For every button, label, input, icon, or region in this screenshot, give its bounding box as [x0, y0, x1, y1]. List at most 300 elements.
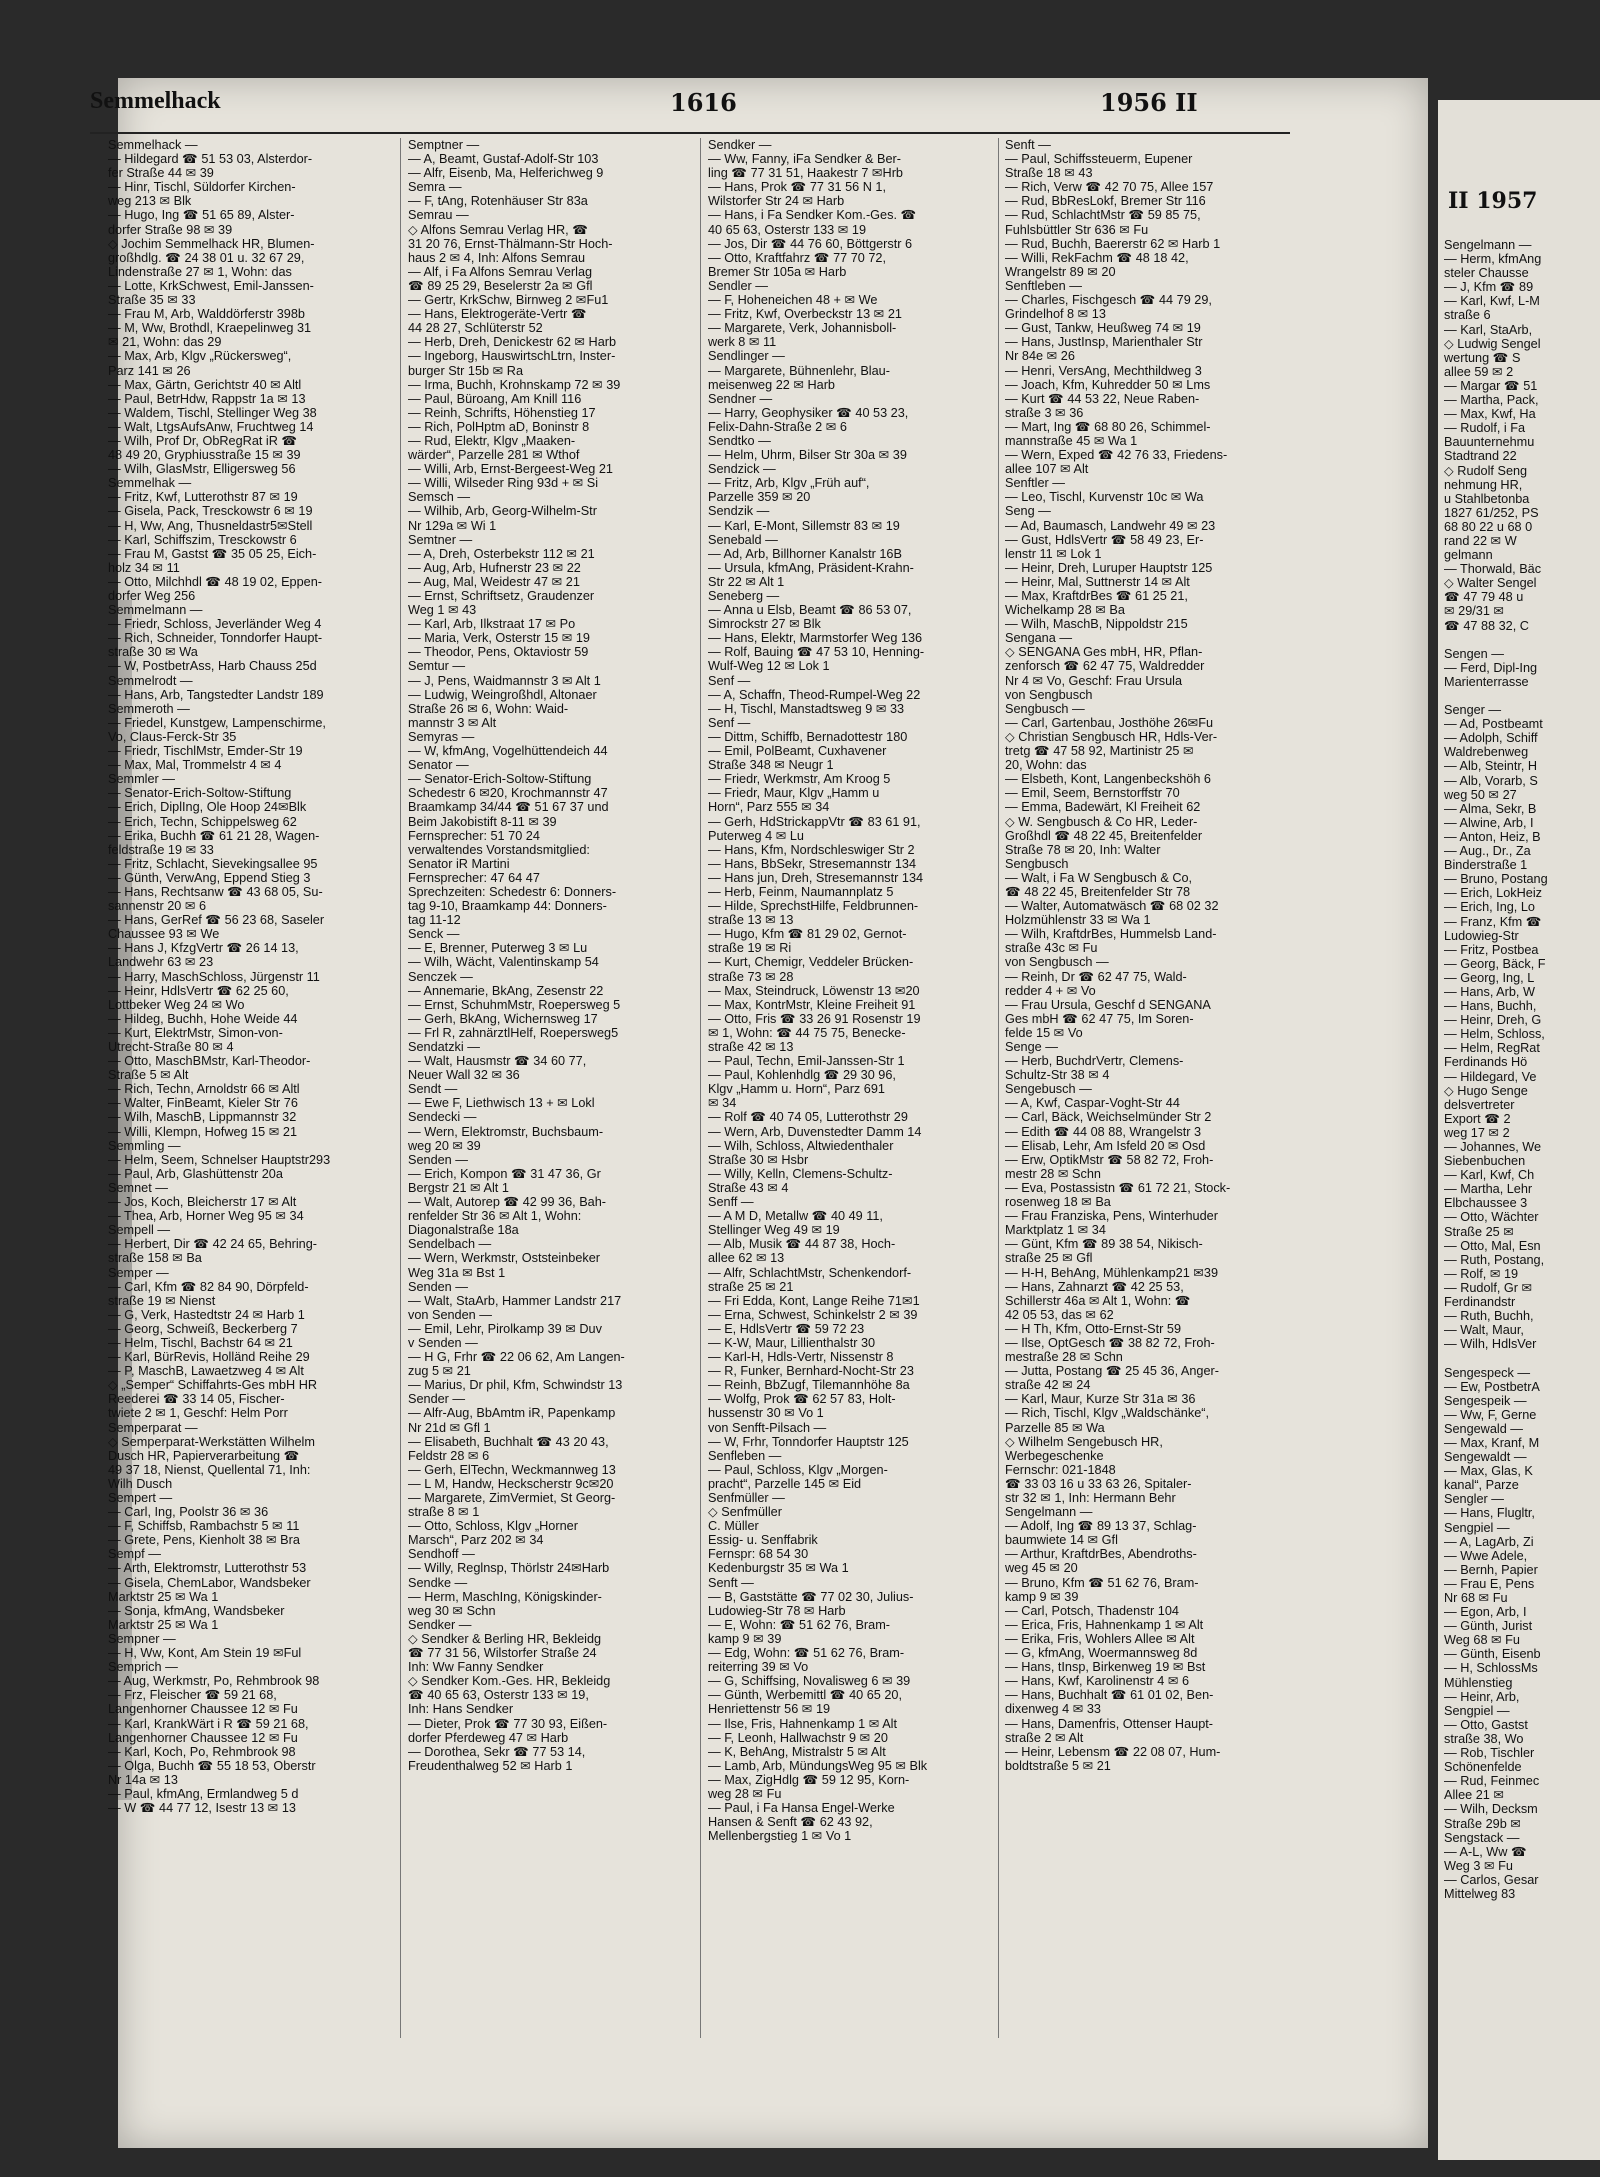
- directory-entry-line: Inh: Ww Fanny Sendker: [408, 1660, 544, 1675]
- directory-entry-line: Elbchaussee 3: [1444, 1196, 1528, 1211]
- directory-entry-line: wertung ☎ S: [1444, 350, 1521, 365]
- directory-entry-line: Senfleben —: [708, 1448, 782, 1463]
- directory-entry-line: — Max, Mal, Trommelstr 4 ✉ 4: [108, 758, 282, 773]
- directory-entry-line: ✉ 34: [708, 1096, 737, 1111]
- directory-entry-line: Straße 29b ✉: [1444, 1816, 1521, 1831]
- directory-entry-line: — Wilh, KraftdrBes, Hummelsb Land-: [1005, 927, 1217, 942]
- directory-entry-line: — Emil, Seem, Bernstorffstr 70: [1005, 786, 1180, 801]
- directory-entry-line: — Hans, Buchh,: [1444, 999, 1537, 1014]
- directory-entry-line: — Joach, Kfm, Kuhredder 50 ✉ Lms: [1005, 377, 1211, 392]
- directory-entry-line: — K, BehAng, Mistralstr 5 ✉ Alt: [708, 1744, 886, 1759]
- directory-entry-line: Semtner —: [408, 532, 473, 547]
- directory-entry-line: Straße 348 ✉ Neugr 1: [708, 758, 834, 773]
- directory-entry-line: von Sengbusch —: [1005, 955, 1109, 970]
- directory-entry-line: — Ruth, Buchh,: [1444, 1309, 1534, 1324]
- directory-entry-line: 48 49 20, Gryphiusstraße 15 ✉ 39: [108, 448, 301, 463]
- directory-entry-line: — Friedr, Schloss, Jeverländer Weg 4: [108, 617, 322, 632]
- directory-entry-line: — Friedr, Maur, Klgv „Hamm u: [708, 786, 880, 801]
- directory-entry-line: von Sengbusch: [1005, 687, 1093, 702]
- directory-entry-line: Nr 84e ✉ 26: [1005, 349, 1075, 364]
- directory-entry-line: ◇ „Semper“ Schiffahrts-Ges mbH HR: [108, 1378, 318, 1393]
- directory-entry-line: steler Chausse: [1444, 266, 1529, 281]
- directory-entry-line: — Sonja, kfmAng, Wandsbeker: [108, 1603, 285, 1618]
- directory-entry-line: straße 158 ✉ Ba: [108, 1251, 202, 1266]
- directory-entry-line: — Frau M, Gastst ☎ 35 05 25, Eich-: [108, 546, 317, 561]
- directory-entry-line: — Arth, Elektromstr, Lutterothstr 53: [108, 1561, 307, 1576]
- directory-entry-line: Parzelle 85 ✉ Wa: [1005, 1420, 1105, 1435]
- directory-entry-line: ◇ Sendker & Berling HR, Bekleidg: [408, 1631, 602, 1646]
- directory-entry-line: Ferdinands Hö: [1444, 1055, 1528, 1070]
- directory-entry-line: — Hans, Elektr, Marmstorfer Weg 136: [708, 631, 923, 646]
- directory-entry-line: Inh: Hans Sendker: [408, 1702, 514, 1717]
- directory-entry-line: — A, Kwf, Caspar-Voght-Str 44: [1005, 1096, 1180, 1111]
- directory-entry-line: — Kurt, Chemigr, Veddeler Brücken-: [708, 955, 914, 970]
- directory-entry-line: — Aug, Mal, Weidestr 47 ✉ 21: [408, 574, 580, 589]
- directory-entry-line: — Walter, Automatwäsch ☎ 68 02 32: [1005, 899, 1219, 914]
- directory-entry-line: Sprechzeiten: Schedestr 6: Donners-: [408, 884, 617, 899]
- directory-entry-line: Seng —: [1005, 504, 1051, 519]
- directory-entry-line: — Georg, Ing, L: [1444, 970, 1535, 985]
- directory-entry-line: — A, Schaffn, Theod-Rumpel-Weg 22: [708, 687, 921, 702]
- directory-entry-line: — Helm, Tischl, Bachstr 64 ✉ 21: [108, 1335, 293, 1350]
- directory-entry-line: — A M D, Metallw ☎ 40 49 11,: [708, 1209, 883, 1224]
- directory-entry-line: — Günth, Werbemittl ☎ 40 65 20,: [708, 1688, 902, 1703]
- directory-entry-line: Senft —: [708, 1575, 754, 1590]
- directory-entry-line: Sendhoff —: [408, 1547, 475, 1562]
- directory-entry-line: straße 30 ✉ Wa: [108, 645, 198, 660]
- directory-entry-line: — Gerh, BkAng, Wichernsweg 17: [408, 1011, 598, 1026]
- directory-entry-line: Sendecki —: [408, 1110, 477, 1125]
- directory-entry-line: weg 50 ✉ 27: [1444, 787, 1517, 802]
- directory-entry-line: — Gerh, HdStrickappVtr ☎ 83 61 91,: [708, 814, 921, 829]
- directory-entry-line: u Stahlbetonba: [1444, 491, 1530, 506]
- directory-entry-line: Klgv „Hamm u. Horn“, Parz 691: [708, 1082, 885, 1097]
- directory-entry-line: Semtur —: [408, 659, 466, 674]
- directory-entry-line: Sempert —: [108, 1491, 173, 1505]
- directory-entry-line: — Max, KraftdrBes ☎ 61 25 21,: [1005, 589, 1188, 603]
- directory-entry-line: Straße 43 ✉ 4: [708, 1180, 789, 1195]
- directory-entry-line: Parz 141 ✉ 26: [108, 363, 191, 378]
- directory-entry-line: — Friedr, Werkmstr, Am Kroog 5: [708, 772, 891, 787]
- directory-entry-line: straße 6: [1444, 308, 1491, 323]
- directory-entry-line: — Rich, PolHptm aD, Boninstr 8: [408, 419, 590, 434]
- directory-entry-line: — Ingeborg, HauswirtschLtrn, Inster-: [408, 349, 616, 364]
- directory-entry-line: Puterweg 4 ✉ Lu: [708, 828, 804, 843]
- directory-entry-line: — Herbert, Dir ☎ 42 24 65, Behring-: [108, 1237, 318, 1252]
- directory-entry-line: — H, Tischl, Manstadtsweg 9 ✉ 33: [708, 701, 905, 716]
- directory-entry-line: — W, Frhr, Tonndorfer Hauptstr 125: [708, 1434, 909, 1449]
- directory-entry-line: — Carlos, Gesar: [1444, 1872, 1539, 1887]
- directory-entry-line: — Fritz, Schlacht, Sievekingsallee 95: [108, 856, 318, 871]
- directory-entry-line: — Hugo, Kfm ☎ 81 29 02, Gernot-: [708, 927, 907, 942]
- directory-entry-line: — Herb, Feinm, Naumannplatz 5: [708, 884, 894, 899]
- directory-entry-line: allee 107 ✉ Alt: [1005, 462, 1089, 477]
- directory-entry-line: — Rolf, Bauing ☎ 47 53 10, Henning-: [708, 645, 925, 660]
- directory-entry-line: — Wern, Arb, Duvenstedter Damm 14: [708, 1124, 922, 1139]
- directory-entry-line: — Maria, Verk, Osterstr 15 ✉ 19: [408, 631, 590, 646]
- directory-entry-line: — Hans, Prok ☎ 77 31 56 N 1,: [708, 180, 887, 195]
- directory-entry-line: Schönenfelde: [1444, 1760, 1522, 1775]
- directory-entry-line: Hansen & Senft ☎ 62 43 92,: [708, 1815, 873, 1830]
- directory-entry-line: Fuhlsbüttler Str 636 ✉ Fu: [1005, 222, 1149, 237]
- directory-entry-line: — Wilh, GlasMstr, Elligersweg 56: [108, 462, 296, 477]
- header-rule: [90, 132, 1290, 134]
- directory-entry-line: von Senden —: [408, 1307, 492, 1322]
- directory-entry-line: — Hans, Flugltr,: [1444, 1506, 1535, 1521]
- directory-entry-line: — Ferd, Dipl-Ing: [1444, 660, 1538, 675]
- directory-entry-line: redder 4 + ✉ Vo: [1005, 983, 1096, 998]
- directory-entry-line: — Max, Glas, K: [1444, 1464, 1533, 1479]
- directory-entry-line: straße 25 ✉ Gfl: [1005, 1251, 1093, 1266]
- directory-entry-line: — Thea, Arb, Horner Weg 95 ✉ 34: [108, 1209, 304, 1224]
- directory-entry-line: — Egon, Arb, I: [1444, 1605, 1527, 1620]
- directory-entry-line: ☎ 47 79 48 u: [1444, 590, 1524, 605]
- directory-entry-line: — H, Ww, Ang, Thusneldastr5✉Stell: [108, 518, 313, 533]
- directory-entry-line: — Irma, Buchh, Krohnskamp 72 ✉ 39: [408, 377, 621, 392]
- directory-entry-line: 49 37 18, Nienst, Quellental 71, Inh:: [108, 1462, 311, 1477]
- directory-entry-line: — Paul, i Fa Hansa Engel-Werke: [708, 1801, 895, 1816]
- directory-entry-line: — Paul, Kohlenhdlg ☎ 29 30 96,: [708, 1068, 896, 1083]
- directory-entry-line: — Hans, Buchhalt ☎ 61 01 02, Ben-: [1005, 1688, 1214, 1703]
- directory-entry-line: — H-H, BehAng, Mühlenkamp21 ✉39: [1005, 1265, 1219, 1280]
- directory-entry-line: — Karl-H, Hdls-Vertr, Nissenstr 8: [708, 1350, 894, 1365]
- directory-entry-line: — Herb, BuchdrVertr, Clemens-: [1005, 1054, 1184, 1069]
- directory-entry-line: Sengstack —: [1444, 1830, 1520, 1845]
- directory-entry-line: Braamkamp 34/44 ☎ 51 67 37 und: [408, 800, 609, 815]
- directory-entry-line: — Herm, MaschIng, Königskinder-: [408, 1589, 602, 1604]
- directory-entry-line: — Rud, Buchh, Baererstr 62 ✉ Harb 1: [1005, 236, 1221, 251]
- directory-entry-line: großhdlg. ☎ 24 38 01 u. 32 67 29,: [108, 250, 305, 265]
- directory-entry-line: — Günt, Kfm ☎ 89 38 54, Nikisch-: [1005, 1237, 1203, 1252]
- directory-entry-line: feldstraße 19 ✉ 33: [108, 842, 214, 857]
- directory-entry-line: Marsch“, Parz 202 ✉ 34: [408, 1533, 544, 1548]
- directory-entry-line: twiete 2 ✉ 1, Geschf: Helm Porr: [108, 1406, 288, 1421]
- directory-entry-line: — Aug, Arb, Hufnerstr 23 ✉ 22: [408, 560, 581, 575]
- directory-entry-line: — H, SchlossMs: [1444, 1661, 1538, 1676]
- directory-entry-line: — Hans, Damenfris, Ottenser Haupt-: [1005, 1716, 1214, 1731]
- directory-entry-line: — Alf, i Fa Alfons Semrau Verlag: [408, 264, 593, 279]
- directory-entry-line: — Friedel, Kunstgew, Lampenschirme,: [108, 715, 326, 730]
- directory-entry-line: — Rudolf, Gr ✉: [1444, 1280, 1533, 1295]
- directory-entry-line: [1444, 1351, 1600, 1365]
- directory-entry-line: Feldstr 28 ✉ 6: [408, 1448, 490, 1463]
- directory-entry-line: — L M, Handw, Heckscherstr 9c✉20: [408, 1476, 614, 1491]
- directory-entry-line: Sengebusch —: [1005, 1082, 1092, 1097]
- directory-entry-line: — Ad, Baumasch, Landwehr 49 ✉ 23: [1005, 518, 1216, 533]
- directory-entry-line: straße 42 ✉ 13: [708, 1040, 794, 1054]
- directory-entry-line: — Paul, BetrHdw, Rappstr 1a ✉ 13: [108, 391, 306, 406]
- directory-entry-line: Sendlinger —: [708, 349, 785, 364]
- directory-entry-line: Lottbeker Weg 24 ✉ Wo: [108, 997, 245, 1012]
- directory-entry-line: — Otto, Wächter: [1444, 1210, 1539, 1225]
- directory-entry-line: — Arthur, KraftdrBes, Abendroths-: [1005, 1547, 1197, 1562]
- column-3: [708, 138, 998, 1843]
- directory-entry-line: lenstr 11 ✉ Lok 1: [1005, 546, 1102, 561]
- directory-entry-line: straße 38, Wo: [1444, 1731, 1524, 1746]
- directory-entry-line: Sengpiel —: [1444, 1703, 1510, 1718]
- directory-entry-line: weg 17 ✉ 2: [1444, 1125, 1510, 1140]
- directory-entry-line: — Karl, Koch, Po, Rehmbrook 98: [108, 1744, 296, 1759]
- directory-entry-line: straße 19 ✉ Ri: [708, 941, 792, 956]
- directory-entry-line: Sendner —: [708, 391, 773, 406]
- directory-entry-line: — Margarete, ZimVermiet, St Georg-: [408, 1491, 616, 1505]
- directory-entry-line: — Otto, MaschBMstr, Karl-Theodor-: [108, 1054, 311, 1069]
- directory-entry-line: Straße 30 ✉ Hsbr: [708, 1152, 809, 1167]
- directory-entry-line: Beim Jakobistift 8-11 ✉ 39: [408, 814, 557, 829]
- directory-entry-line: Sengler —: [1444, 1492, 1504, 1507]
- directory-entry-line: — Edith ☎ 44 08 88, Wrangelstr 3: [1005, 1124, 1202, 1139]
- directory-entry-line: — Max, Kranf, M: [1444, 1435, 1540, 1450]
- directory-entry-line: — Rolf, ✉ 19: [1444, 1266, 1519, 1281]
- directory-entry-line: — Hugo, Ing ☎ 51 65 89, Alster-: [108, 208, 295, 223]
- directory-entry-line: — Carl, Ing, Poolstr 36 ✉ 36: [108, 1505, 269, 1520]
- directory-entry-line: Senf —: [708, 673, 751, 688]
- directory-entry-line: mannstraße 45 ✉ Wa 1: [1005, 433, 1138, 448]
- directory-entry-line: — Gisela, Pack, Tresckowstr 6 ✉ 19: [108, 504, 313, 519]
- directory-entry-line: Sengelmann —: [1444, 238, 1532, 252]
- directory-entry-line: Semprich —: [108, 1660, 178, 1675]
- directory-entry-line: Sempner —: [108, 1631, 176, 1646]
- directory-entry-line: Senebald —: [708, 532, 778, 547]
- directory-entry-line: Weg 68 ✉ Fu: [1444, 1633, 1520, 1648]
- directory-entry-line: Sendelbach —: [408, 1237, 492, 1252]
- directory-entry-line: — Thorwald, Bäc: [1444, 562, 1542, 577]
- directory-entry-line: — Frz, Fleischer ☎ 59 21 68,: [108, 1688, 277, 1703]
- directory-entry-line: — Wolfg, Prok ☎ 62 57 83, Holt-: [708, 1392, 896, 1407]
- directory-entry-line: — Johannes, We: [1444, 1140, 1542, 1154]
- directory-entry-line: — W ☎ 44 77 12, Isestr 13 ✉ 13: [108, 1801, 296, 1816]
- directory-entry-line: — Gust, HdlsVertr ☎ 58 49 23, Er-: [1005, 532, 1204, 547]
- directory-entry-line: felde 15 ✉ Vo: [1005, 1025, 1083, 1040]
- directory-entry-line: Semper —: [108, 1265, 169, 1280]
- directory-entry-line: — Helm, Seem, Schnelser Hauptstr293: [108, 1152, 331, 1167]
- directory-entry-line: — H Th, Kfm, Otto-Ernst-Str 59: [1005, 1321, 1182, 1336]
- directory-entry-line: dixenweg 4 ✉ 33: [1005, 1702, 1101, 1717]
- directory-entry-line: — Wwe Adele,: [1444, 1548, 1528, 1563]
- directory-entry-line: — Otto, Schloss, Klgv „Horner: [408, 1519, 578, 1534]
- directory-entry-line: — Dorothea, Sekr ☎ 77 53 14,: [408, 1744, 586, 1759]
- directory-entry-line: Semptner —: [408, 138, 480, 152]
- directory-entry-line: — Hildeg, Buchh, Hohe Weide 44: [108, 1011, 298, 1026]
- directory-entry-line: Weg 31a ✉ Bst 1: [408, 1265, 506, 1280]
- directory-entry-line: — Erich, DiplIng, Ole Hoop 24✉Blk: [108, 800, 307, 815]
- directory-entry-line: ☎ 33 03 16 u 33 63 26, Spitaler-: [1005, 1476, 1192, 1491]
- directory-entry-line: — G, Verk, Hastedtstr 24 ✉ Harb 1: [108, 1307, 305, 1322]
- directory-entry-line: kanal“, Parze: [1444, 1478, 1519, 1493]
- directory-entry-line: — Rob, Tischler: [1444, 1746, 1535, 1761]
- directory-entry-line: Sempell —: [108, 1223, 171, 1238]
- directory-entry-line: Semmelhack —: [108, 138, 198, 152]
- directory-entry-line: Semyras —: [408, 729, 475, 744]
- directory-entry-line: dorfer Straße 98 ✉ 39: [108, 222, 233, 237]
- directory-entry-line: Sendzik —: [708, 504, 770, 519]
- directory-entry-line: nehmung HR,: [1444, 477, 1523, 492]
- directory-entry-line: Senfmüller —: [708, 1491, 785, 1505]
- directory-entry-line: — Wern, Werkmstr, Oststeinbeker: [408, 1251, 601, 1266]
- directory-entry-line: — Georg, Schweiß, Beckerberg 7: [108, 1321, 298, 1336]
- directory-entry-line: — Erw, OptikMstr ☎ 58 82 72, Froh-: [1005, 1152, 1214, 1167]
- directory-entry-line: — Rud, BbResLokf, Bremer Str 116: [1005, 194, 1206, 209]
- directory-entry-line: Senge —: [1005, 1040, 1058, 1054]
- directory-entry-line: — Rud, SchlachtMstr ☎ 59 85 75,: [1005, 208, 1201, 223]
- directory-entry-line: holz 34 ✉ 11: [108, 560, 180, 575]
- directory-entry-line: — P, MaschB, Lawaetzweg 4 ✉ Alt: [108, 1364, 304, 1379]
- directory-entry-line: — Hans, Rechtsanw ☎ 43 68 05, Su-: [108, 884, 323, 899]
- directory-entry-line: ling ☎ 77 31 51, Haakestr 7 ✉Hrb: [708, 166, 903, 181]
- directory-entry-line: — Hans, GerRef ☎ 56 23 68, Saseler: [108, 913, 325, 928]
- directory-entry-line: — Franz, Kfm ☎: [1444, 914, 1542, 929]
- directory-entry-line: Senf —: [708, 715, 751, 730]
- directory-entry-line: — Reinh, Dr ☎ 62 47 75, Wald-: [1005, 969, 1187, 984]
- directory-entry-line: — Paul, Büroang, Am Knill 116: [408, 391, 582, 406]
- directory-entry-line: — Alwine, Arb, I: [1444, 815, 1534, 830]
- directory-entry-line: baumwiete 14 ✉ Gfl: [1005, 1533, 1118, 1548]
- directory-entry-line: ✉ 29/31 ✉: [1444, 604, 1505, 619]
- directory-entry-line: — Wilh, Prof Dr, ObRegRat iR ☎: [108, 433, 298, 448]
- directory-entry-line: Semsch —: [408, 490, 471, 505]
- directory-entry-line: — Günth, Jurist: [1444, 1619, 1533, 1634]
- directory-entry-line: — Max, Steindruck, Löwenstr 13 ✉20: [708, 983, 920, 998]
- directory-entry-line: Langenhorner Chaussee 12 ✉ Fu: [108, 1730, 298, 1745]
- directory-entry-line: Werbegeschenke: [1005, 1448, 1104, 1463]
- directory-entry-line: — Ursula, kfmAng, Präsident-Krahn-: [708, 560, 914, 575]
- directory-entry-line: Sengewald —: [1444, 1421, 1523, 1436]
- directory-entry-line: — Max, Arb, Klgv „Rückersweg“,: [108, 349, 292, 364]
- directory-entry-line: — G, Schiffsing, Novalisweg 6 ✉ 39: [708, 1674, 911, 1689]
- directory-entry-line: von Senfft-Pilsach —: [708, 1420, 827, 1435]
- directory-entry-line: — Rich, Schneider, Tonndorfer Haupt-: [108, 631, 323, 646]
- directory-entry-line: tag 9-10, Braamkamp 44: Donners-: [408, 899, 607, 914]
- directory-entry-line: Mellenbergstieg 1 ✉ Vo 1: [708, 1829, 852, 1844]
- directory-entry-line: — Fritz, Arb, Klgv „Früh auf“,: [708, 476, 870, 491]
- directory-entry-line: — Hans, BbSekr, Stresemannstr 134: [708, 856, 917, 871]
- directory-entry-line: Senftler —: [1005, 476, 1065, 491]
- directory-entry-line: Wilh Dusch: [108, 1476, 173, 1491]
- directory-entry-line: — Hans, i Fa Sendker Kom.-Ges. ☎: [708, 208, 917, 223]
- directory-entry-line: Nr 14a ✉ 13: [108, 1772, 178, 1787]
- directory-entry-line: Sendke —: [408, 1575, 468, 1590]
- directory-entry-line: — Elisab, Lehr, Am Isfeld 20 ✉ Osd: [1005, 1138, 1206, 1153]
- directory-entry-line: — Frau M, Arb, Walddörferstr 398b: [108, 307, 305, 322]
- directory-entry-line: Sempf —: [108, 1547, 161, 1562]
- adjacent-page-header: II 1957: [1448, 188, 1538, 214]
- column-divider: [700, 138, 701, 2038]
- directory-entry-line: — Margarete, Verk, Johannisboll-: [708, 321, 897, 336]
- directory-entry-line: — Karl, Arb, Ilkstraat 17 ✉ Po: [408, 617, 576, 632]
- directory-entry-line: Stellinger Weg 49 ✉ 19: [708, 1223, 840, 1238]
- directory-entry-line: — M, Ww, Brothdl, Kraepelinweg 31: [108, 321, 312, 336]
- directory-entry-line: ◇ Senfmüller: [708, 1505, 782, 1520]
- directory-entry-line: — Hildegard, Ve: [1444, 1069, 1537, 1084]
- directory-entry-line: Wilstorfer Str 24 ✉ Harb: [708, 194, 845, 209]
- directory-entry-line: Senck —: [408, 927, 460, 942]
- directory-entry-line: Chaussee 93 ✉ We: [108, 927, 220, 942]
- directory-entry-line: — Gust, Tankw, Heußweg 74 ✉ 19: [1005, 321, 1201, 336]
- directory-entry-line: — Wern, Exped ☎ 42 76 33, Friedens-: [1005, 448, 1228, 463]
- directory-entry-line: — Günth, Eisenb: [1444, 1647, 1541, 1662]
- directory-entry-line: ◇ Alfons Semrau Verlag HR, ☎: [408, 222, 588, 237]
- directory-entry-line: Sengpiel —: [1444, 1520, 1510, 1535]
- directory-entry-line: Senden —: [408, 1279, 468, 1294]
- directory-entry-line: — Walt, LtgsAufsAnw, Fruchtweg 14: [108, 419, 314, 434]
- directory-entry-line: ◇ Semperparat-Werkstätten Wilhelm: [108, 1434, 315, 1449]
- directory-entry-line: Freudenthalweg 52 ✉ Harb 1: [408, 1758, 573, 1773]
- directory-entry-line: Allee 21 ✉: [1444, 1788, 1505, 1803]
- directory-entry-line: Langenhorner Chaussee 12 ✉ Fu: [108, 1702, 298, 1717]
- directory-entry-line: — Hans jun, Dreh, Stresemannstr 134: [708, 870, 924, 885]
- directory-entry-line: Sengana —: [1005, 631, 1073, 646]
- directory-entry-line: Simrockstr 27 ✉ Blk: [708, 617, 821, 632]
- directory-entry-line: — Kurt ☎ 44 53 22, Neue Raben-: [1005, 391, 1200, 406]
- directory-entry-line: — Fritz, Kwf, Overbeckstr 13 ✉ 21: [708, 307, 902, 322]
- directory-entry-line: — A, LagArb, Zi: [1444, 1534, 1534, 1549]
- directory-entry-line: — Alb, Steintr, H: [1444, 759, 1538, 774]
- directory-entry-line: Seneberg —: [708, 589, 780, 603]
- directory-entry-line: Sendt —: [408, 1082, 458, 1097]
- directory-entry-line: Parzelle 359 ✉ 20: [708, 490, 811, 505]
- directory-entry-line: — Grete, Pens, Kienholt 38 ✉ Bra: [108, 1533, 300, 1548]
- directory-entry-line: — Georg, Bäck, F: [1444, 956, 1546, 971]
- directory-entry-line: Siebenbuchen: [1444, 1154, 1526, 1169]
- directory-entry-line: — Helm, RegRat: [1444, 1041, 1540, 1056]
- directory-entry-line: — Karl, KrankWärt i R ☎ 59 21 68,: [108, 1716, 309, 1731]
- directory-entry-line: weg 45 ✉ 20: [1005, 1561, 1078, 1576]
- directory-entry-line: — Henri, VersAng, Mechthildweg 3: [1005, 363, 1202, 378]
- directory-entry-line: — Dieter, Prok ☎ 77 30 93, Eißen-: [408, 1716, 608, 1731]
- directory-entry-line: rand 22 ✉ W: [1444, 533, 1517, 548]
- directory-entry-line: — Adolf, Ing ☎ 89 13 37, Schlag-: [1005, 1519, 1197, 1534]
- directory-entry-line: — Martha, Lehr: [1444, 1182, 1533, 1197]
- directory-entry-line: — Lamb, Arb, MündungsWeg 95 ✉ Blk: [708, 1758, 928, 1773]
- directory-entry-line: — Alfr, Eisenb, Ma, Helferichweg 9: [408, 166, 604, 181]
- directory-entry-line: Stadtrand 22: [1444, 449, 1517, 464]
- directory-entry-line: dorfer Pferdeweg 47 ✉ Harb: [408, 1730, 569, 1745]
- directory-entry-line: — W, kfmAng, Vogelhüttendeich 44: [408, 744, 608, 759]
- directory-entry-line: kamp 9 ✉ 39: [1005, 1589, 1079, 1604]
- directory-entry-line: — Hans, JustInsp, Marienthaler Str: [1005, 335, 1203, 350]
- directory-entry-line: — Reinh, BbZugf, Tilemannhöhe 8a: [708, 1378, 910, 1393]
- directory-entry-line: — Gisela, ChemLabor, Wandsbeker: [108, 1575, 311, 1590]
- directory-entry-line: — Ernst, SchuhmMstr, Roepersweg 5: [408, 997, 621, 1012]
- directory-entry-line: Sendtko —: [708, 433, 771, 448]
- directory-entry-line: Utrecht-Straße 80 ✉ 4: [108, 1040, 234, 1054]
- directory-entry-line: — Charles, Fischgesch ☎ 44 79 29,: [1005, 293, 1212, 308]
- directory-entry-line: — Erica, Fris, Hahnenkamp 1 ✉ Alt: [1005, 1617, 1204, 1632]
- directory-entry-line: — Anna u Elsb, Beamt ☎ 86 53 07,: [708, 603, 912, 618]
- directory-entry-line: Sender —: [408, 1392, 466, 1407]
- directory-entry-line: — Willi, Wilseder Ring 93d + ✉ Si: [408, 476, 599, 491]
- directory-entry-line: ☎ 47 88 32, C: [1444, 618, 1529, 633]
- directory-entry-line: — Leo, Tischl, Kurvenstr 10c ✉ Wa: [1005, 490, 1204, 505]
- directory-entry-line: — E, HdlsVertr ☎ 59 72 23: [708, 1321, 865, 1336]
- directory-entry-line: ◇ Wilhelm Sengebusch HR,: [1005, 1434, 1163, 1449]
- directory-entry-line: Binderstraße 1: [1444, 858, 1528, 873]
- directory-entry-line: ✉ 21, Wohn: das 29: [108, 335, 222, 350]
- directory-entry-line: — Max, KontrMstr, Kleine Freiheit 91: [708, 997, 916, 1012]
- directory-entry-line: Schedestr 6 ✉20, Krochmannstr 47: [408, 786, 608, 801]
- directory-entry-line: Diagonalstraße 18a: [408, 1223, 519, 1238]
- directory-entry-line: — Ww, Fanny, iFa Sendker & Ber-: [708, 152, 901, 167]
- directory-entry-line: — Erika, Fris, Wohlers Allee ✉ Alt: [1005, 1631, 1195, 1646]
- directory-entry-line: Neuer Wall 32 ✉ 36: [408, 1068, 520, 1083]
- directory-entry-line: — Otto, Milchhdl ☎ 48 19 02, Eppen-: [108, 574, 322, 589]
- directory-entry-line: — Erna, Schwest, Schinkelstr 2 ✉ 39: [708, 1307, 918, 1322]
- directory-entry-line: haus 2 ✉ 4, Inh: Alfons Semrau: [408, 250, 586, 265]
- directory-entry-line: — Karl, StaArb,: [1444, 322, 1533, 337]
- directory-entry-line: Semmeroth —: [108, 701, 190, 716]
- directory-entry-line: — Heinr, HdlsVertr ☎ 62 25 60,: [108, 983, 289, 998]
- directory-entry-line: straße 2 ✉ Alt: [1005, 1730, 1084, 1745]
